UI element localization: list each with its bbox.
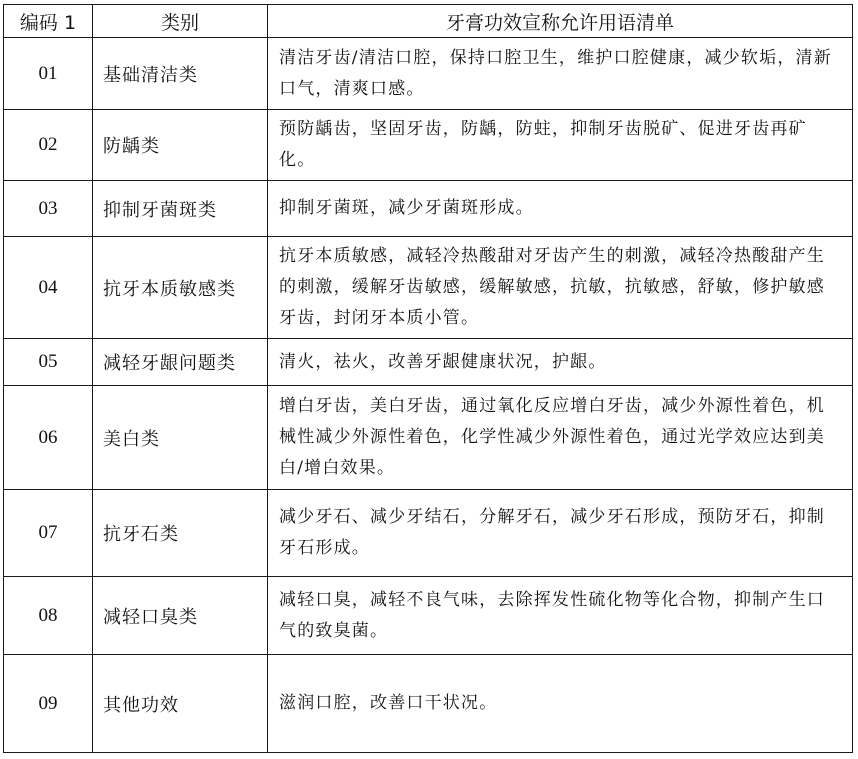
row-code: 07	[4, 490, 93, 577]
row-code: 05	[4, 339, 93, 386]
row-category: 减轻口臭类	[93, 577, 268, 655]
row-terms: 减少牙石、减少牙结石，分解牙石，减少牙石形成，预防牙石，抑制牙石形成。	[268, 490, 853, 577]
table-row	[4, 237, 853, 339]
row-category: 抗牙本质敏感类	[93, 237, 268, 339]
header-category: 类别	[93, 5, 268, 38]
row-category: 防龋类	[93, 110, 268, 181]
row-code: 01	[4, 38, 93, 110]
row-code: 09	[4, 655, 93, 753]
row-category: 基础清洁类	[93, 38, 268, 110]
row-category: 减轻牙龈问题类	[93, 339, 268, 386]
table-row	[4, 181, 853, 237]
header-code: 编码 1	[4, 5, 93, 38]
row-terms: 抑制牙菌斑，减少牙菌斑形成。	[268, 181, 853, 237]
table-row	[4, 386, 853, 490]
header-terms: 牙膏功效宣称允许用语清单	[268, 5, 853, 38]
row-terms: 抗牙本质敏感，减轻冷热酸甜对牙齿产生的刺激，减轻冷热酸甜产生的刺激，缓解牙齿敏感，缓解敏感，抗敏，抗敏感，舒敏，修护敏感牙齿，封闭牙本质小管。	[268, 237, 853, 339]
row-category: 美白类	[93, 386, 268, 490]
row-code: 03	[4, 181, 93, 237]
row-terms: 增白牙齿，美白牙齿，通过氧化反应增白牙齿，减少外源性着色，机械性减少外源性着色，化学性减少外源性着色，通过光学效应达到美白/增白效果。	[268, 386, 853, 490]
table-row	[4, 38, 853, 110]
row-terms: 清洁牙齿/清洁口腔，保持口腔卫生，维护口腔健康，减少软垢，清新口气，清爽口感。	[268, 38, 853, 110]
row-terms: 清火，祛火，改善牙龈健康状况，护龈。	[268, 339, 853, 386]
row-code: 04	[4, 237, 93, 339]
row-code: 08	[4, 577, 93, 655]
row-terms: 滋润口腔，改善口干状况。	[268, 655, 853, 753]
row-category: 抑制牙菌斑类	[93, 181, 268, 237]
row-category: 其他功效	[93, 655, 268, 753]
table-row	[4, 577, 853, 655]
row-category: 抗牙石类	[93, 490, 268, 577]
row-code: 02	[4, 110, 93, 181]
row-terms: 预防龋齿，坚固牙齿，防龋，防蛀，抑制牙齿脱矿、促进牙齿再矿化。	[268, 110, 853, 181]
row-code: 06	[4, 386, 93, 490]
table-row	[4, 339, 853, 386]
header-row	[4, 5, 853, 38]
claims-table	[3, 4, 853, 753]
table-row	[4, 110, 853, 181]
table-row	[4, 490, 853, 577]
table-row	[4, 655, 853, 753]
row-terms: 减轻口臭，减轻不良气味，去除挥发性硫化物等化合物，抑制产生口气的致臭菌。	[268, 577, 853, 655]
